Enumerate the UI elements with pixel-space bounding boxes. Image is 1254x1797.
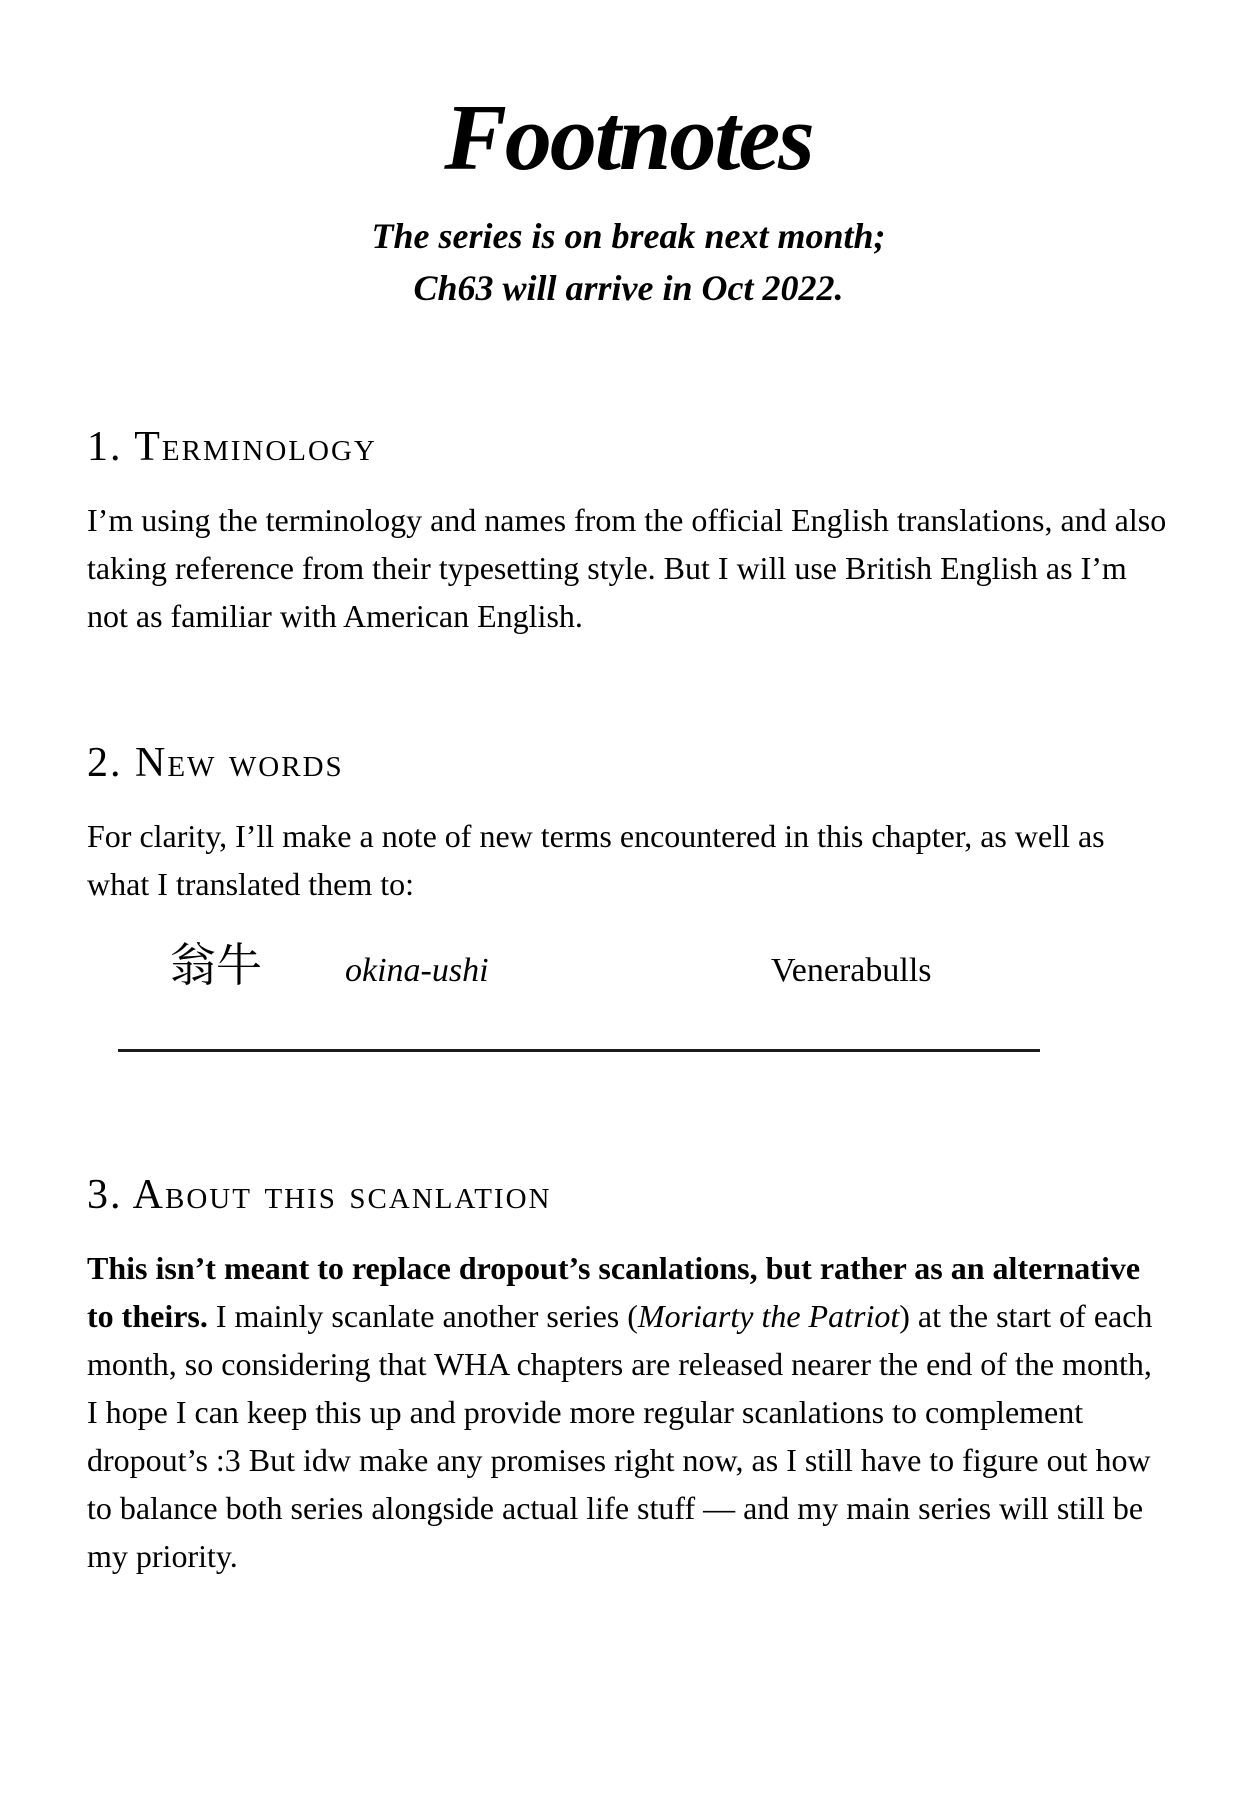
terminology-heading: 1. Terminology xyxy=(87,423,377,470)
glossary-term-kanji: 翁牛 xyxy=(170,939,262,991)
glossary-term-romaji: okina-ushi xyxy=(345,951,489,989)
glossary-row xyxy=(87,938,1170,999)
section-about-scanlation xyxy=(87,1172,1170,1580)
hiatus-notice-line-1: The series is on break next month; xyxy=(371,215,886,256)
about-body: This isn’t meant to replace dropout’s scanlations, but rather as an alternative to theirs. I mainly scanlate another series (Moriarty the Patriot) at the start of each month, so considering that WHA chapters are released nearer the end of the month, I hope I can keep this up and provide more regular scanlations to complement dropout’s :3 But idw make any promises right now, as I still have to figure out how to balance both series alongside actual life stuff — and my main series will still be my priority. xyxy=(87,1250,1153,1575)
page-title: Footnotes xyxy=(444,86,813,190)
hiatus-notice xyxy=(87,210,1170,314)
terminology-body: I’m using the terminology and names from the official English translations, and also taking reference from their typesetting style. But I will use British English as I’m not as familiar with American English. xyxy=(87,501,1167,634)
about-heading: 3. About this scanlation xyxy=(87,1171,552,1218)
glossary-term-translation: Venerabulls xyxy=(771,951,932,989)
new-words-heading: 2. New words xyxy=(87,739,344,786)
new-words-body: For clarity, I’ll make a note of new terms encountered in this chapter, as well as what I translated them to: xyxy=(87,817,1105,902)
section-terminology xyxy=(87,424,1170,640)
hiatus-notice-line-2: Ch63 will arrive in Oct 2022. xyxy=(413,267,844,308)
glossary-divider xyxy=(118,1049,1040,1052)
glossary-table xyxy=(87,938,1170,1052)
section-new-words xyxy=(87,740,1170,1052)
